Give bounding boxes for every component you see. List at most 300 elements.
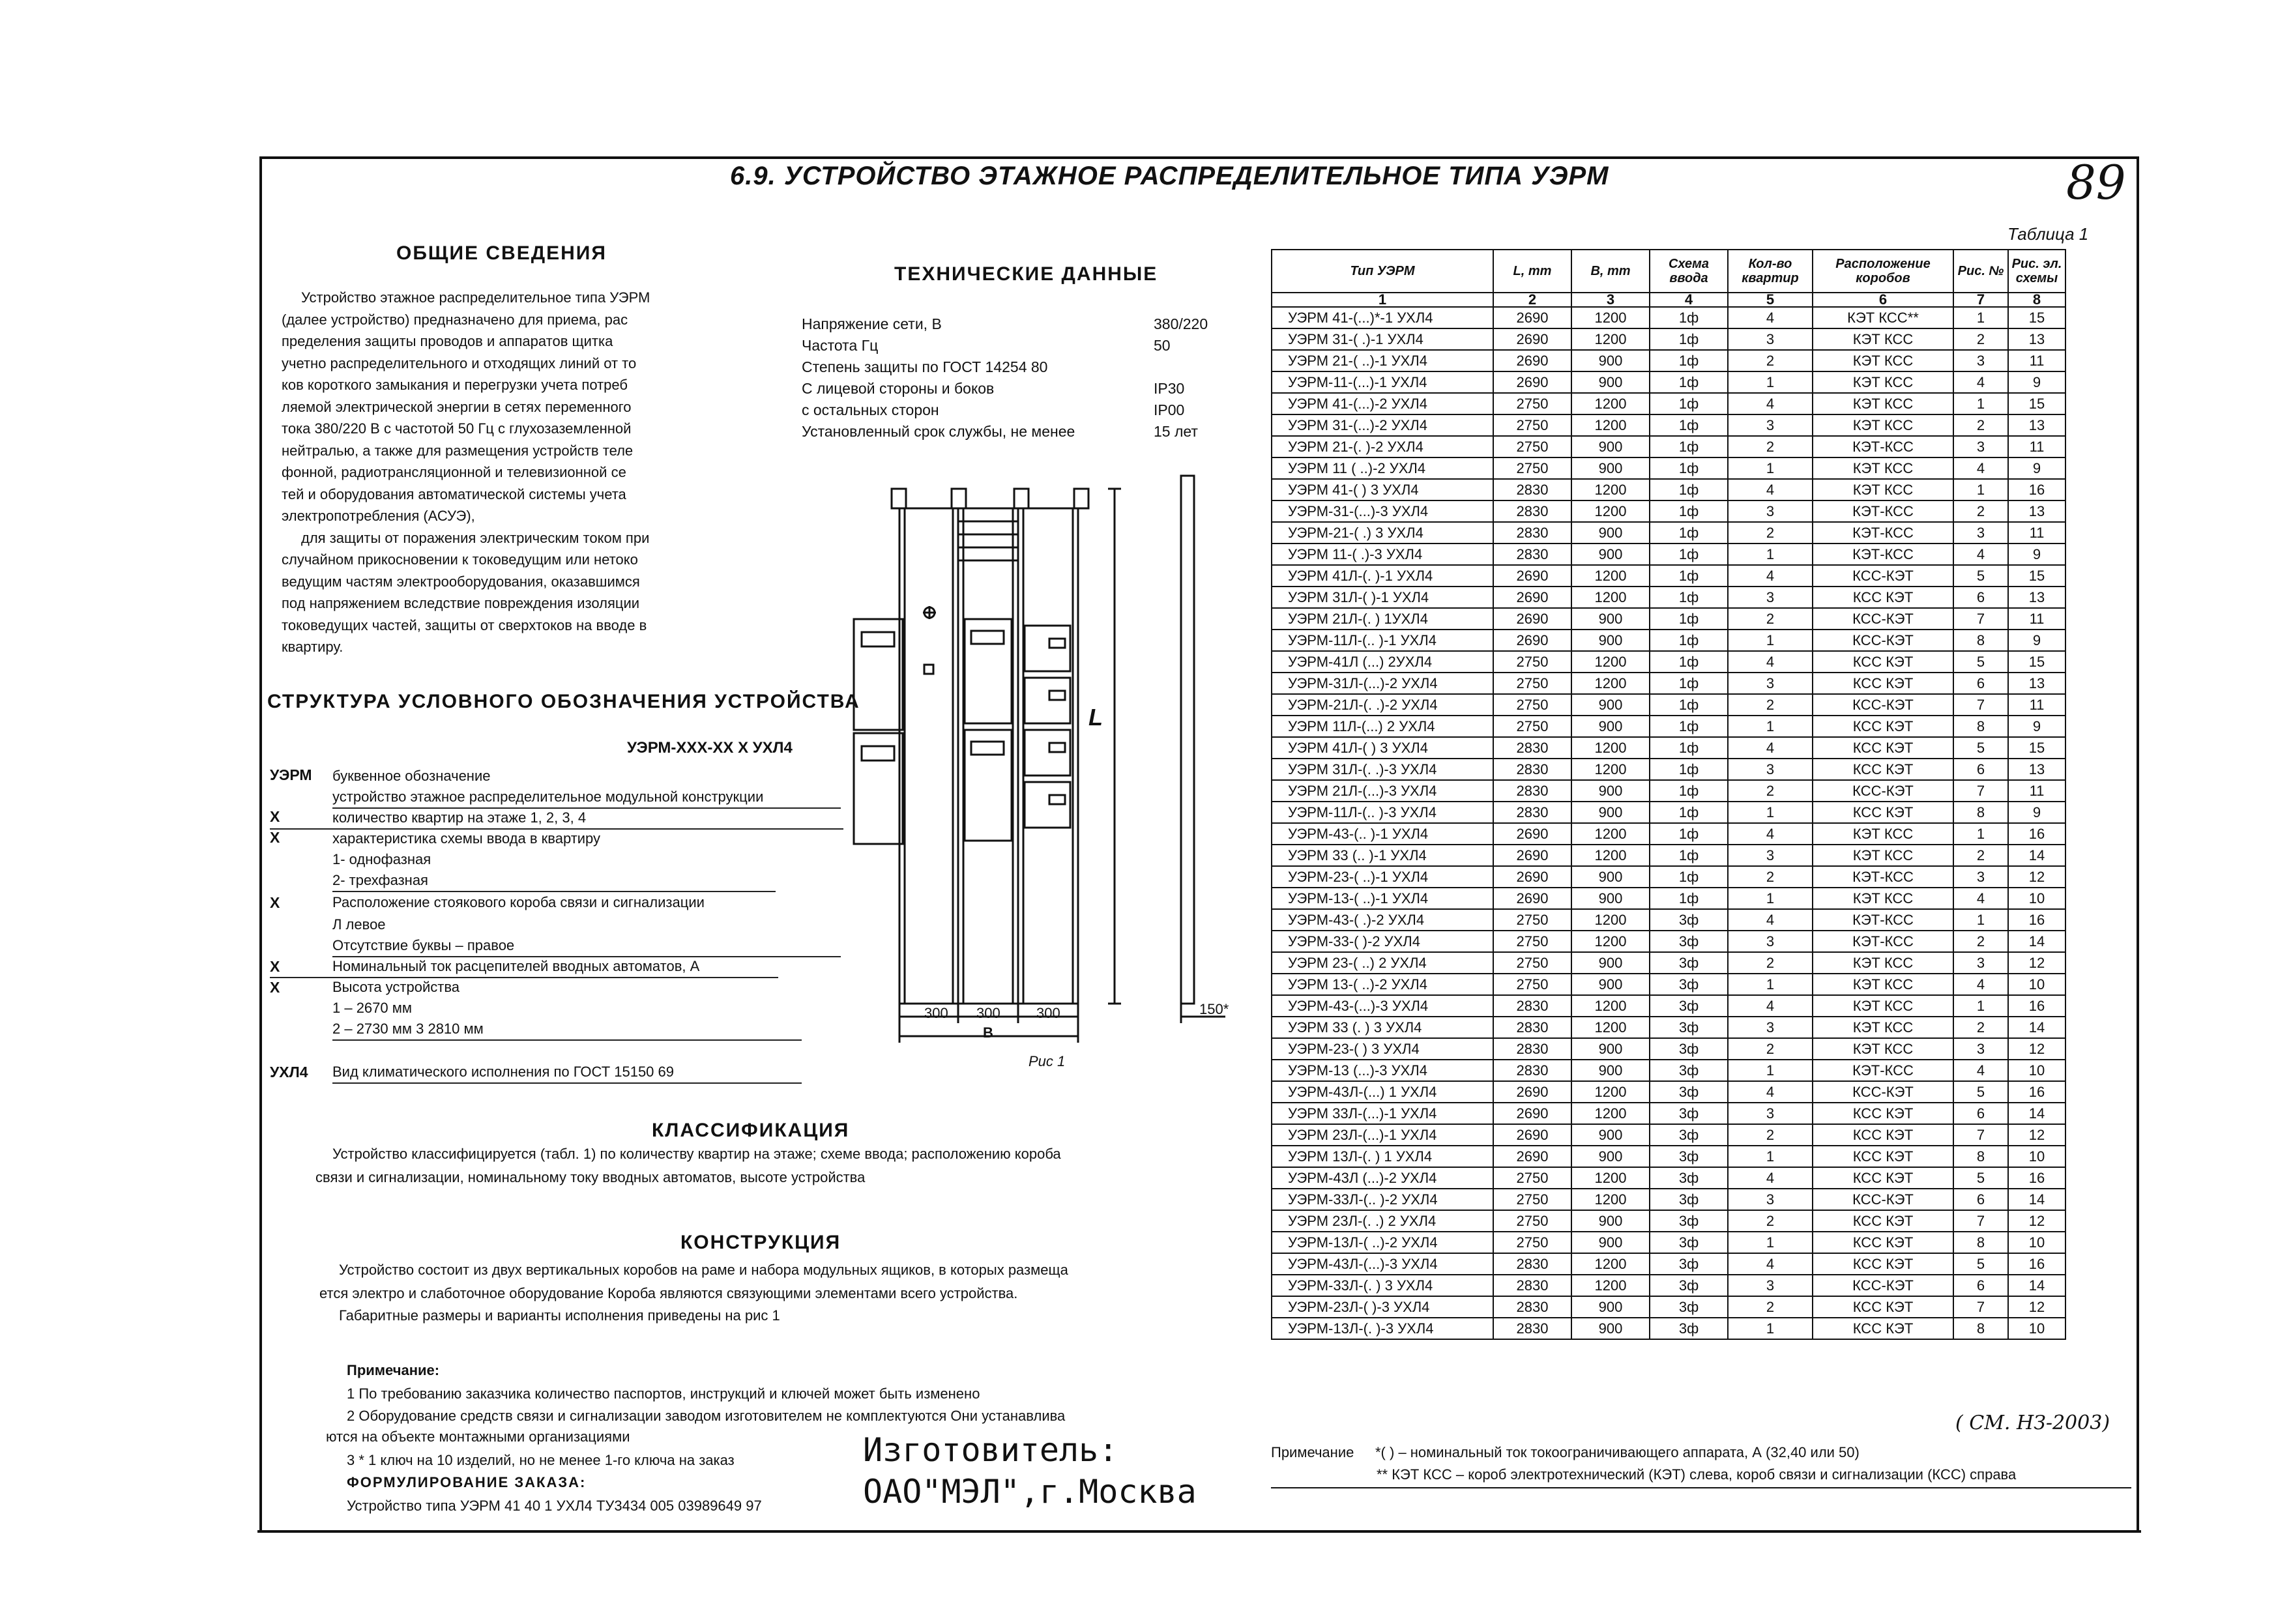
table-cell: 2690 — [1493, 1124, 1571, 1146]
table-cell: 2 — [1728, 1296, 1813, 1318]
table-cell: 1ф — [1650, 888, 1728, 909]
table-cell: КСС КЭТ — [1813, 673, 1953, 694]
table-cell: 10 — [2008, 1146, 2065, 1167]
table-cell: 7 — [1953, 1210, 2008, 1232]
table-cell: 2750 — [1493, 909, 1571, 931]
table-row — [1272, 845, 2065, 866]
table-cell: 14 — [2008, 931, 2065, 952]
tech-value: IP30 — [1154, 380, 1185, 397]
tech-value: IP00 — [1154, 401, 1185, 418]
table-cell: 14 — [2008, 1103, 2065, 1124]
table-cell: 6 — [1953, 673, 2008, 694]
table-cell: 4 — [1728, 1081, 1813, 1103]
table-cell: УЭРМ 31-( .)-1 УХЛ4 — [1272, 328, 1493, 350]
table-cell: 1 — [1728, 802, 1813, 823]
table-row — [1272, 436, 2065, 457]
construction-line: Устройство состоит из двух вертикальных коробов на раме и набора модульных ящиков, в которых размеща — [339, 1262, 1068, 1278]
table-cell: 2830 — [1493, 995, 1571, 1017]
table-row — [1272, 974, 2065, 995]
table-cell: 12 — [2008, 1296, 2065, 1318]
table-row — [1272, 1081, 2065, 1103]
table-cell: КСС КЭТ — [1813, 716, 1953, 737]
table-cell: 8 — [1953, 1146, 2008, 1167]
table-cell: 4 — [1728, 565, 1813, 587]
table-cell: 16 — [2008, 1081, 2065, 1103]
column-header: L, mm — [1493, 250, 1571, 293]
table-cell: 2750 — [1493, 1210, 1571, 1232]
table-cell: 4 — [1953, 888, 2008, 909]
table-cell: УЭРМ 33 (.. )-1 УХЛ4 — [1272, 845, 1493, 866]
table-cell: 3 — [1953, 866, 2008, 888]
table-number-row — [1272, 293, 2065, 307]
table-cell: 1ф — [1650, 522, 1728, 544]
table-cell: КЭТ КСС — [1813, 479, 1953, 500]
table-cell: 1ф — [1650, 780, 1728, 802]
table-cell: КЭТ КСС — [1813, 371, 1953, 393]
table-header-row — [1272, 250, 2065, 293]
table-cell: 16 — [2008, 1167, 2065, 1189]
table-cell: 2830 — [1493, 1060, 1571, 1081]
table-row — [1272, 414, 2065, 436]
table-cell: 2690 — [1493, 845, 1571, 866]
table-cell: УЭРМ 23Л-(...)-1 УХЛ4 — [1272, 1124, 1493, 1146]
table-cell: УЭРМ-23-( ) 3 УХЛ4 — [1272, 1038, 1493, 1060]
table-cell: 4 — [1728, 393, 1813, 414]
table-cell: 3ф — [1650, 931, 1728, 952]
table-cell: 1ф — [1650, 307, 1728, 328]
table-cell: УЭРМ-43-(...)-3 УХЛ4 — [1272, 995, 1493, 1017]
table-cell: 1 — [1728, 1060, 1813, 1081]
table-cell: 1200 — [1571, 565, 1650, 587]
page-number: 89 — [2066, 155, 2126, 210]
table-row — [1272, 866, 2065, 888]
table-cell: КСС КЭТ — [1813, 1210, 1953, 1232]
column-number: 2 — [1493, 293, 1571, 307]
table-cell: 1200 — [1571, 414, 1650, 436]
table-cell: 1 — [1728, 371, 1813, 393]
table-cell: 900 — [1571, 1124, 1650, 1146]
table-cell: УЭРМ-11Л-(.. )-3 УХЛ4 — [1272, 802, 1493, 823]
table-cell: 3ф — [1650, 995, 1728, 1017]
table-cell: УЭРМ-23Л-( )-3 УХЛ4 — [1272, 1296, 1493, 1318]
table-cell: КСС-КЭТ — [1813, 1081, 1953, 1103]
table-cell: 8 — [1953, 1318, 2008, 1339]
table-note-1: *( ) – номинальный ток токоограничивающего аппарата, А (32,40 или 50) — [1375, 1444, 1860, 1460]
table-cell: 1200 — [1571, 587, 1650, 608]
table-cell: 5 — [1953, 1253, 2008, 1275]
table-cell: 2 — [1953, 414, 2008, 436]
table-cell: 1200 — [1571, 328, 1650, 350]
table-cell: 900 — [1571, 544, 1650, 565]
table-cell: 1200 — [1571, 673, 1650, 694]
table-cell: КЭТ КСС — [1813, 414, 1953, 436]
table-cell: 10 — [2008, 1318, 2065, 1339]
table-row — [1272, 995, 2065, 1017]
table-cell: КСС КЭТ — [1813, 651, 1953, 673]
table-cell: УЭРМ-43Л (...)-2 УХЛ4 — [1272, 1167, 1493, 1189]
table-cell: УЭРМ 33Л-(...)-1 УХЛ4 — [1272, 1103, 1493, 1124]
table-cell: УЭРМ 23Л-(. .) 2 УХЛ4 — [1272, 1210, 1493, 1232]
table-cell: 11 — [2008, 436, 2065, 457]
table-cell: 3 — [1728, 1275, 1813, 1296]
table-cell: КЭТ КСС — [1813, 1038, 1953, 1060]
table-cell: 2750 — [1493, 651, 1571, 673]
table-cell: 3ф — [1650, 1081, 1728, 1103]
table-cell: 2690 — [1493, 328, 1571, 350]
table-row — [1272, 716, 2065, 737]
structure-code: УЭРМ — [270, 766, 312, 783]
table-cell: 7 — [1953, 694, 2008, 716]
table-cell: УЭРМ-23-( ..)-1 УХЛ4 — [1272, 866, 1493, 888]
handwritten-note: ( СМ. НЗ-2003) — [1955, 1412, 2110, 1434]
table-cell: КЭТ КСС — [1813, 328, 1953, 350]
table-cell: 6 — [1953, 1103, 2008, 1124]
table-note-2: ** КЭТ КСС – короб электротехнический (КЭТ) слева, короб связи и сигнализации (КСС) справа — [1377, 1466, 2017, 1483]
note-line: 2 Оборудование средств связи и сигнализации заводом изготовителем не комплектуются Они устанавлива — [347, 1408, 1066, 1424]
dim-300-c: 300 — [1036, 1005, 1060, 1021]
table-cell: 4 — [1728, 737, 1813, 759]
table-cell: 900 — [1571, 608, 1650, 630]
table-cell: 1200 — [1571, 845, 1650, 866]
table-cell: 1 — [1728, 716, 1813, 737]
table-cell: КСС-КЭТ — [1813, 608, 1953, 630]
table-cell: 2690 — [1493, 608, 1571, 630]
table-cell: 3 — [1728, 414, 1813, 436]
table-cell: 2690 — [1493, 1081, 1571, 1103]
table-cell: 1200 — [1571, 1081, 1650, 1103]
table-cell: КЭТ КСС — [1813, 393, 1953, 414]
table-cell: 8 — [1953, 716, 2008, 737]
structure-text: 2 – 2730 мм 3 2810 мм — [332, 1021, 484, 1037]
structure-underline — [332, 956, 841, 957]
tech-label: Установленный срок службы, не менее — [802, 423, 1075, 440]
structure-code: Х — [270, 829, 280, 846]
maker-line: Изготовитель: — [863, 1431, 1118, 1469]
table-cell: 4 — [1953, 974, 2008, 995]
general-line: квартиру. — [282, 639, 343, 655]
table-cell: 16 — [2008, 1253, 2065, 1275]
frame-bottom-border — [257, 1530, 2141, 1533]
table-row — [1272, 1124, 2065, 1146]
table-cell: 900 — [1571, 974, 1650, 995]
table-cell: КЭТ-КСС — [1813, 866, 1953, 888]
table-cell: 900 — [1571, 694, 1650, 716]
table-cell: 2 — [1728, 780, 1813, 802]
table-cell: 3ф — [1650, 1296, 1728, 1318]
table-cell: УЭРМ-43Л-(...) 1 УХЛ4 — [1272, 1081, 1493, 1103]
general-line: (далее устройство) предназначено для приема, рас — [282, 311, 628, 328]
general-line: Устройство этажное распределительное типа УЭРМ — [301, 289, 650, 306]
table-cell: 2750 — [1493, 1167, 1571, 1189]
table-row — [1272, 673, 2065, 694]
tech-heading: ТЕХНИЧЕСКИЕ ДАННЫЕ — [894, 263, 1158, 285]
table-cell: 1200 — [1571, 1253, 1650, 1275]
table-row — [1272, 1103, 2065, 1124]
structure-code: УХЛ4 — [270, 1064, 308, 1080]
tech-row — [802, 401, 1232, 423]
table-cell: 1200 — [1571, 995, 1650, 1017]
structure-designation: УЭРМ-ХХХ-ХХ Х УХЛ4 — [627, 739, 793, 757]
note-heading: Примечание: — [347, 1362, 440, 1378]
table-cell: 15 — [2008, 307, 2065, 328]
structure-text: количество квартир на этаже 1, 2, 3, 4 — [332, 809, 587, 826]
table-row — [1272, 1146, 2065, 1167]
table-cell: УЭРМ 41-( ) 3 УХЛ4 — [1272, 479, 1493, 500]
structure-text: буквенное обозначение — [332, 768, 491, 784]
table-cell: 3 — [1728, 845, 1813, 866]
column-header: Схема ввода — [1650, 250, 1728, 293]
structure-underline — [332, 1082, 802, 1084]
table-row — [1272, 608, 2065, 630]
column-header: Тип УЭРМ — [1272, 250, 1493, 293]
table-cell: КСС КЭТ — [1813, 1146, 1953, 1167]
table-cell: УЭРМ 23-( ..) 2 УХЛ4 — [1272, 952, 1493, 974]
table-cell: 3ф — [1650, 1146, 1728, 1167]
table-cell: 1ф — [1650, 608, 1728, 630]
dim-300-a: 300 — [924, 1005, 948, 1021]
table-cell: 900 — [1571, 888, 1650, 909]
table-cell: 12 — [2008, 952, 2065, 974]
table-cell: 2 — [1953, 931, 2008, 952]
table-cell: КСС-КЭТ — [1813, 565, 1953, 587]
tech-row — [802, 315, 1232, 337]
column-header: Расположение коробов — [1813, 250, 1953, 293]
table-cell: 1ф — [1650, 673, 1728, 694]
general-line: нейтралью, а также для размещения устройств теле — [282, 442, 634, 459]
table-cell: 15 — [2008, 565, 2065, 587]
table-row — [1272, 393, 2065, 414]
table-cell: 2 — [1953, 1017, 2008, 1038]
table-cell: КСС-КЭТ — [1813, 630, 1953, 651]
table-cell: 2830 — [1493, 1038, 1571, 1060]
table-cell: 16 — [2008, 479, 2065, 500]
table-cell: УЭРМ 41-(...)*-1 УХЛ4 — [1272, 307, 1493, 328]
table-cell: 13 — [2008, 328, 2065, 350]
table-cell: 1ф — [1650, 393, 1728, 414]
table-cell: 2830 — [1493, 500, 1571, 522]
table-cell: 10 — [2008, 888, 2065, 909]
tech-label: Степень защиты по ГОСТ 14254 80 — [802, 358, 1048, 375]
table-cell: 13 — [2008, 587, 2065, 608]
table-cell: 6 — [1953, 759, 2008, 780]
table-row — [1272, 1296, 2065, 1318]
table-cell: 900 — [1571, 1296, 1650, 1318]
table-row — [1272, 780, 2065, 802]
table-cell: 2750 — [1493, 1232, 1571, 1253]
table-cell: 2830 — [1493, 1318, 1571, 1339]
table-row — [1272, 909, 2065, 931]
general-line: электропотребления (АСУЭ), — [282, 508, 475, 524]
column-header: B, mm — [1571, 250, 1650, 293]
table-cell: 900 — [1571, 457, 1650, 479]
table-cell: 2830 — [1493, 522, 1571, 544]
structure-underline — [332, 807, 841, 809]
table-cell: 1ф — [1650, 328, 1728, 350]
table-cell: 11 — [2008, 780, 2065, 802]
table-row — [1272, 694, 2065, 716]
table-cell: 14 — [2008, 1189, 2065, 1210]
tech-value: 50 — [1154, 337, 1171, 354]
structure-text: Номинальный ток расцепителей вводных автоматов, А — [332, 958, 700, 974]
table-row — [1272, 759, 2065, 780]
table-cell: 2690 — [1493, 1146, 1571, 1167]
general-line: тей и оборудования автоматической системы учета — [282, 486, 626, 502]
table-cell: 7 — [1953, 1296, 2008, 1318]
general-text — [282, 287, 712, 658]
structure-underline — [332, 891, 776, 892]
table-cell: КСС КЭТ — [1813, 1124, 1953, 1146]
table-cell: 2750 — [1493, 673, 1571, 694]
frame-left-border — [259, 156, 262, 1531]
table-cell: 3 — [1728, 759, 1813, 780]
table-cell: КЭТ КСС — [1813, 974, 1953, 995]
table-cell: 2 — [1953, 328, 2008, 350]
table-cell: 900 — [1571, 866, 1650, 888]
table-cell: 12 — [2008, 1210, 2065, 1232]
table-cell: КЭТ-КСС — [1813, 544, 1953, 565]
table-cell: 2750 — [1493, 393, 1571, 414]
table-cell: 900 — [1571, 1318, 1650, 1339]
column-number: 5 — [1728, 293, 1813, 307]
table-cell: УЭРМ-31-(...)-3 УХЛ4 — [1272, 500, 1493, 522]
table-cell: 1200 — [1571, 931, 1650, 952]
table-cell: 2750 — [1493, 931, 1571, 952]
specs-table — [1271, 249, 2066, 1340]
table-row — [1272, 457, 2065, 479]
table-cell: УЭРМ-43-(.. )-1 УХЛ4 — [1272, 823, 1493, 845]
table-cell: 2690 — [1493, 630, 1571, 651]
table-cell: УЭРМ 41Л-(. )-1 УХЛ4 — [1272, 565, 1493, 587]
table-cell: 900 — [1571, 436, 1650, 457]
table-cell: 1200 — [1571, 1167, 1650, 1189]
table-cell: КЭТ КСС — [1813, 995, 1953, 1017]
table-cell: 1ф — [1650, 479, 1728, 500]
dim-300-b: 300 — [976, 1005, 1000, 1021]
table-cell: 7 — [1953, 780, 2008, 802]
table-row — [1272, 737, 2065, 759]
table-cell: 3 — [1953, 522, 2008, 544]
table-cell: 3ф — [1650, 1275, 1728, 1296]
table-cell: 1200 — [1571, 307, 1650, 328]
table-cell: 2 — [1728, 1038, 1813, 1060]
table-cell: 16 — [2008, 909, 2065, 931]
table-row — [1272, 500, 2065, 522]
table-cell: 1ф — [1650, 845, 1728, 866]
table-cell: 14 — [2008, 1275, 2065, 1296]
table-cell: 13 — [2008, 414, 2065, 436]
table-cell: 4 — [1728, 1253, 1813, 1275]
table-cell: 1ф — [1650, 414, 1728, 436]
table-cell: УЭРМ 21-( ..)-1 УХЛ4 — [1272, 350, 1493, 371]
table-cell: 13 — [2008, 500, 2065, 522]
table-cell: 2 — [1953, 845, 2008, 866]
tech-value: 380/220 — [1154, 315, 1208, 332]
table-cell: 2830 — [1493, 544, 1571, 565]
table-cell: 1 — [1728, 1232, 1813, 1253]
table-cell: 2 — [1728, 1210, 1813, 1232]
table-row — [1272, 1253, 2065, 1275]
table-row — [1272, 565, 2065, 587]
table-cell: 3 — [1728, 673, 1813, 694]
table-cell: 1200 — [1571, 1275, 1650, 1296]
table-cell: 1 — [1728, 888, 1813, 909]
table-cell: 900 — [1571, 1232, 1650, 1253]
frame-right-border — [2137, 156, 2139, 1531]
table-cell: 12 — [2008, 866, 2065, 888]
table-cell: КСС-КЭТ — [1813, 1189, 1953, 1210]
table-cell: 3ф — [1650, 1232, 1728, 1253]
table-cell: 3 — [1953, 952, 2008, 974]
table-cell: КЭТ КСС — [1813, 823, 1953, 845]
structure-code: Х — [270, 808, 280, 825]
table-cell: 1ф — [1650, 436, 1728, 457]
table-cell: 2750 — [1493, 694, 1571, 716]
table-cell: 14 — [2008, 845, 2065, 866]
table-cell: УЭРМ-43Л-(...)-3 УХЛ4 — [1272, 1253, 1493, 1275]
table-cell: 2690 — [1493, 565, 1571, 587]
table-cell: КЭТ-КСС — [1813, 909, 1953, 931]
table-cell: 2690 — [1493, 823, 1571, 845]
table-cell: 7 — [1953, 608, 2008, 630]
structure-code: Х — [270, 979, 280, 996]
table-cell: УЭРМ-21Л-(. .)-2 УХЛ4 — [1272, 694, 1493, 716]
note-line: ются на объекте монтажными организациями — [326, 1428, 630, 1445]
table-row — [1272, 651, 2065, 673]
table-cell: 3 — [1728, 328, 1813, 350]
table-cell: 1200 — [1571, 1189, 1650, 1210]
table-cell: 3 — [1953, 1038, 2008, 1060]
table-cell: 1 — [1728, 457, 1813, 479]
construction-heading: КОНСТРУКЦИЯ — [680, 1232, 841, 1253]
table-cell: 900 — [1571, 1060, 1650, 1081]
table-cell: 8 — [1953, 802, 2008, 823]
table-cell: 1 — [1953, 307, 2008, 328]
column-header: Рис. эл. схемы — [2008, 250, 2065, 293]
table-cell: 900 — [1571, 350, 1650, 371]
table-cell: КЭТ-КСС — [1813, 931, 1953, 952]
table-cell: 4 — [1728, 909, 1813, 931]
table-cell: 2830 — [1493, 1253, 1571, 1275]
note-line: 1 По требованию заказчика количество паспортов, инструкций и ключей может быть изменено — [347, 1385, 980, 1402]
general-line: случайном прикосновении к токоведущим или нетоко — [282, 551, 638, 568]
table-cell: УЭРМ-31Л-(...)-2 УХЛ4 — [1272, 673, 1493, 694]
table-cell: УЭРМ 21Л-(. ) 1УХЛ4 — [1272, 608, 1493, 630]
table-cell: 4 — [1953, 371, 2008, 393]
table-cell: КСС КЭТ — [1813, 1232, 1953, 1253]
table-cell: 2 — [1953, 500, 2008, 522]
table-row — [1272, 1038, 2065, 1060]
table-cell: 6 — [1953, 1189, 2008, 1210]
table-row — [1272, 1210, 2065, 1232]
column-number: 8 — [2008, 293, 2065, 307]
table-cell: 2 — [1728, 694, 1813, 716]
table-cell: 900 — [1571, 1146, 1650, 1167]
table-cell: 2830 — [1493, 1017, 1571, 1038]
table-cell: 2690 — [1493, 350, 1571, 371]
table-cell: 11 — [2008, 608, 2065, 630]
table-row — [1272, 952, 2065, 974]
table-cell: 1ф — [1650, 802, 1728, 823]
structure-code: Х — [270, 894, 280, 911]
column-number: 3 — [1571, 293, 1650, 307]
table-cell: 1ф — [1650, 544, 1728, 565]
table-cell: 3ф — [1650, 1017, 1728, 1038]
general-line: тока 380/220 В с частотой 50 Гц с глухозаземленной — [282, 420, 632, 437]
table-row — [1272, 802, 2065, 823]
table-row — [1272, 522, 2065, 544]
table-cell: 2 — [1728, 1124, 1813, 1146]
table-cell: 2750 — [1493, 952, 1571, 974]
